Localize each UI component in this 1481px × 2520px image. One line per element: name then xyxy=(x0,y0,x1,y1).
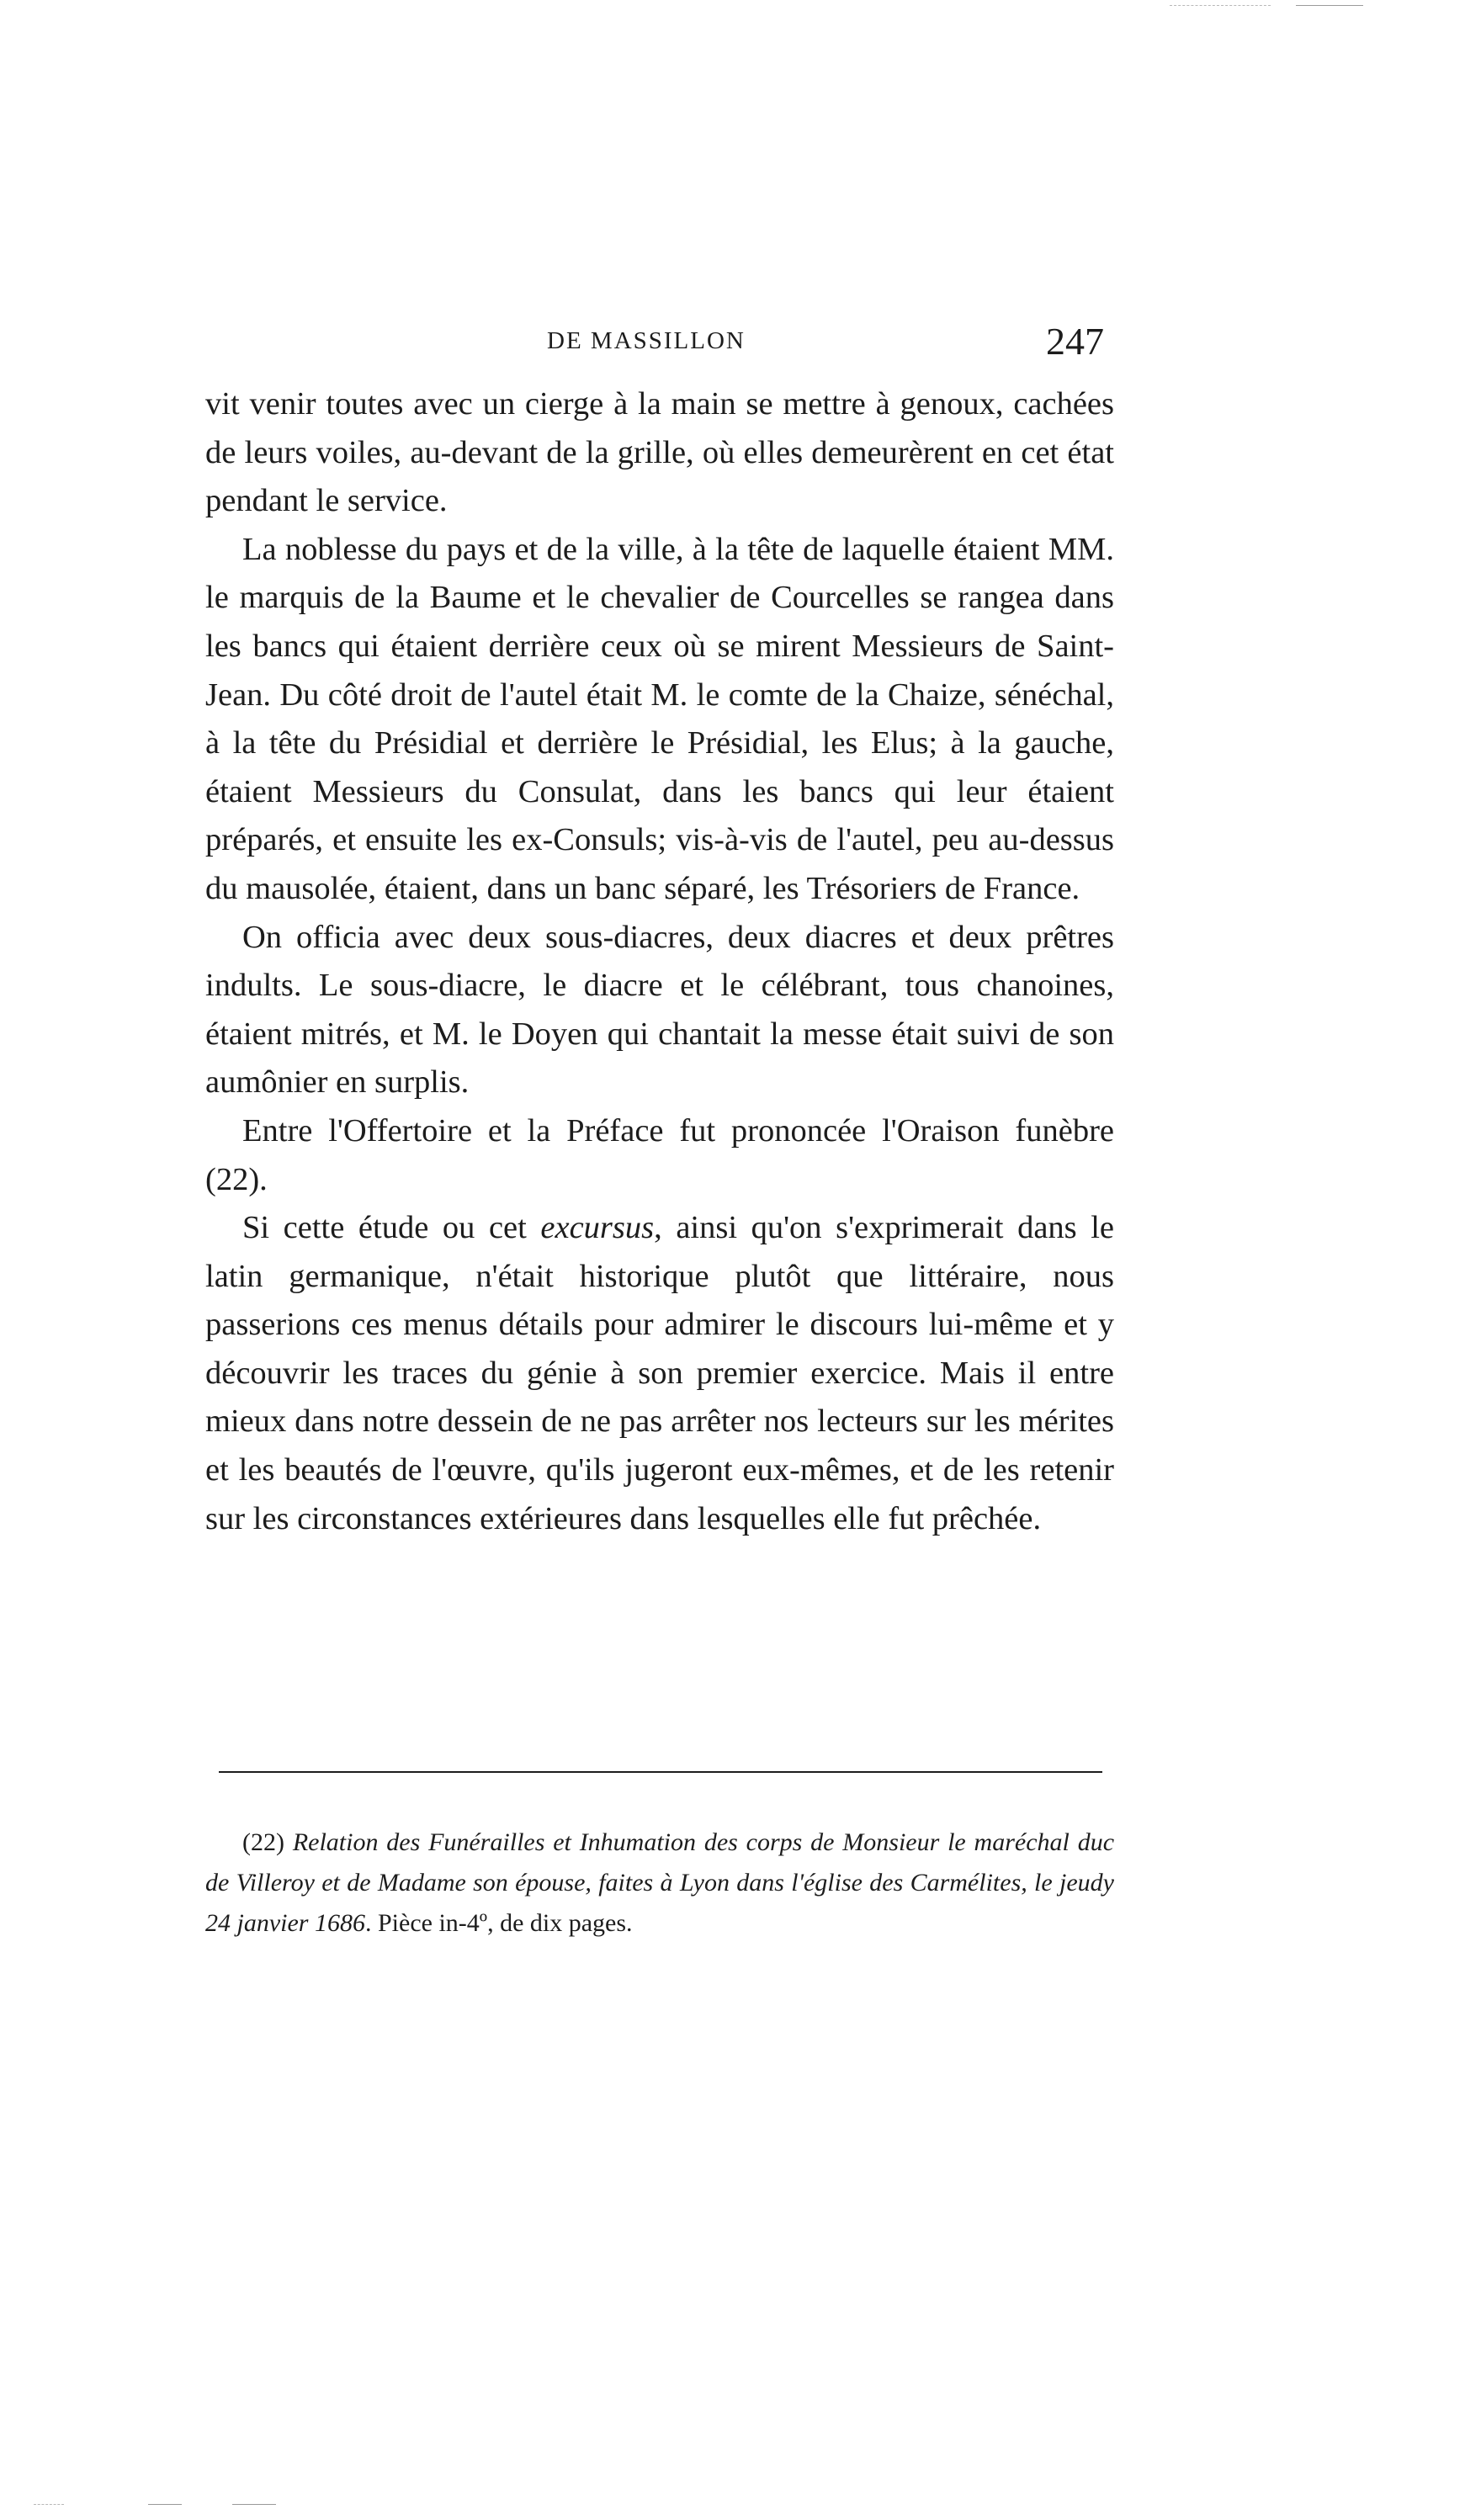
paragraph-text: , ainsi qu'on s'exprimerait dans le latin germanique, n'était historique plutôt que littéraire, nous passerions ces menus détails pour admirer le discours lui-même et y découvrir les traces du génie à son premier exercice. Mais il entre mieux dans notre dessein de ne pas arrêter nos lecteurs sur les mérites et les beautés de l'œuvre, qu'ils jugeront eux-mêmes, et de les retenir sur les circonstances extérieures dans lesquelles elle fut prêchée. xyxy=(205,1210,1115,1536)
scan-edge-mark xyxy=(1170,5,1271,6)
paragraph xyxy=(205,1204,1114,1543)
paragraph: Entre l'Offertoire et la Préface fut prononcée l'Oraison funèbre (22). xyxy=(205,1112,1114,1197)
paragraph: La noblesse du pays et de la ville, à la tête de laquelle étaient MM. le marquis de la Baume et le chevalier de Courcelles se rangea dans les bancs qui étaient derrière ceux où se mirent Messieurs de Saint-Jean. Du côté droit de l'autel était M. le comte de la Chaize, sénéchal, à la tête du Présidial et derrière le Présidial, les Elus; à la gauche, étaient Messieurs du Consulat, dans les bancs qui leur étaient préparés, et ensuite les ex-Consuls; vis-à-vis de l'autel, peu au-dessus du mausolée, étaient, dans un banc séparé, les Trésoriers de France. xyxy=(205,531,1114,906)
footnote xyxy=(205,1822,1114,1944)
paragraph: On officia avec deux sous-diacres, deux diacres et deux prêtres indults. Le sous-diacre, le diacre et le célébrant, tous chanoines, étaient mitrés, et M. le Doyen qui chantait la messe était suivi de son aumônier en surplis. xyxy=(205,919,1114,1101)
running-title: DE MASSILLON xyxy=(547,327,746,354)
scan-edge-mark xyxy=(1296,5,1363,6)
footnote-title: Relation des Funérailles et Inhumation des corps de Monsieur le maréchal duc de Villeroy et de Madame son épouse, faites à Lyon dans l'église des Carmélites, le jeudy 24 janvier 1686 xyxy=(205,1828,1115,1937)
scan-edge-mark xyxy=(148,2504,182,2505)
scan-edge-mark xyxy=(34,2504,64,2505)
footnote-rule xyxy=(219,1771,1102,1773)
footnote-description: . Pièce in-4º, de dix pages. xyxy=(364,1909,633,1937)
body-text xyxy=(205,380,1114,1543)
page-number: 247 xyxy=(1046,320,1104,363)
scan-edge-mark xyxy=(232,2504,276,2505)
running-head xyxy=(202,320,1111,374)
paragraph-text: Si cette étude ou cet xyxy=(242,1210,541,1246)
italic-term: excursus xyxy=(540,1210,655,1246)
footnote-text xyxy=(205,1822,1114,1944)
footnote-number: (22) xyxy=(242,1828,293,1856)
paragraph: vit venir toutes avec un cierge à la main se mettre à genoux, cachées de leurs voiles, au-devant de la grille, où elles demeurèrent en cet état pendant le service. xyxy=(205,386,1114,519)
